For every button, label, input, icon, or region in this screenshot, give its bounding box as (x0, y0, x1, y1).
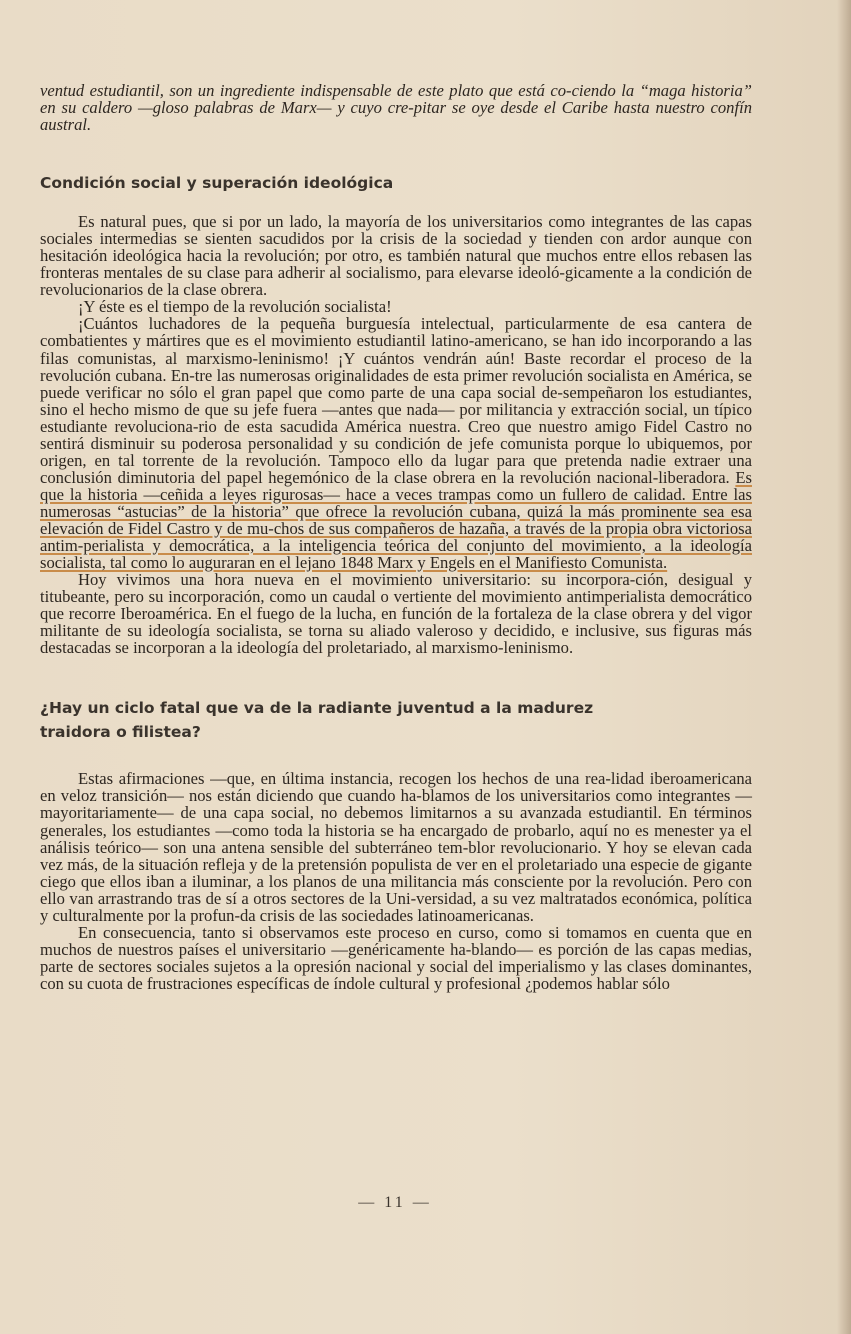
page-body (40, 82, 752, 992)
underlined-passage: Es que la historia —ceñida a leyes rigurosas— hace a veces trampas como un fullero de calidad. Entre las numerosas “astucias” de la historia” que ofrece la revolución cubana, quizá la más prominente sea esa elevación de Fidel Castro y de mu-chos de sus compañeros de hazaña, a través de la propia obra victoriosa antim-perialista y democrática, a la inteligencia teórica del conjunto del movimiento, a la ideología socialista, tal como lo auguraran en el lejano 1848 Marx y Engels en el Manifiesto Comunista. (40, 467, 752, 573)
paragraph: Hoy vivimos una hora nueva en el movimiento universitario: su incorpora-ción, desigual y titubeante, pero su incorporación, como un caudal o vertiente del movimiento antimperialista democrático que recorre Iberoamérica. En el fuego de la lucha, en función de la fortaleza de la clase obrera y del vigor militante de su ideología socialista, se torna su aliado valeroso y decidido, e inclusive, sus figuras más destacadas se incorporan a la ideología del proletariado, al marxismo-leninismo. (40, 570, 752, 658)
section-heading-ciclo-fatal: ¿Hay un ciclo fatal que va de la radiante juventud a la madurez traidora o filistea? (40, 699, 594, 742)
page-number: — 11 — (358, 1194, 432, 1211)
page-spine-shadow (837, 0, 851, 1334)
paragraph-with-underline (40, 315, 752, 571)
paragraph: Estas afirmaciones —que, en última instancia, recogen los hechos de una rea-lidad iberoamericana en veloz transición— nos están diciendo que cuando ha-blamos de los universitarios como integrantes —mayoritariamente— de una capa social, no debemos limitarnos a su avanzada estudiantil. En términos generales, los estudiantes —como toda la historia se ha encargado de probarlo, aquí no es menester ya el análisis teórico— son una antena sensible del subterráneo tem-blor revolucionario. Y hoy se elevan cada vez más, de la situación refleja y de la pretensión populista de ver en el proletariado una especie de gigante ciego que ellos iban a iluminar, a los planos de una militancia más consciente por la revolución. Pero con ello van arrastrando tras de sí a otros sectores de la Uni-versidad, a su vez maltratados económica, política y culturalmente por la profun-da crisis de las sociedades latinoamericanas. (40, 769, 752, 925)
paragraph: En consecuencia, tanto si observamos este proceso en curso, como si tomamos en cuenta que en muchos de nuestros países el universitario —genéricamente ha-blando— es porción de las capas medias, parte de sectores sociales sujetos a la opresión nacional y social del imperialismo y las clases dominantes, con su cuota de frustraciones específicas de índole cultural y profesional ¿podemos hablar sólo (40, 922, 752, 993)
section-heading-condicion-social: Condición social y superación ideológica (40, 174, 394, 193)
paragraph-text: ¡Cuántos luchadores de la pequeña burguesía intelectual, particularmente de esa cantera de combatientes y mártires que es el movimiento estudiantil latino-americano, se han ido incorporando a las filas comunistas, al marxismo-leninismo! ¡Y cuántos vendrán aún! Baste recordar el proceso de la revolución cubana. En-tre las numerosas originalidades de esta primer revolución socialista en América, se puede verificar no sólo el gran papel que como parte de una capa social de-sempeñaron los estudiantes, sino el hecho mismo de que su jefe fuera —antes que nada— por militancia y extracción social, un típico estudiante revoluciona-rio de esta sacudida América nuestra. Creo que nuestro amigo Fidel Castro no sentirá disminuir su poderosa personalidad y su condición de jefe comunista porque lo ubiquemos, por origen, en tal torrente de la revolución. Tampoco ello da lugar para que pretenda nadie extraer una conclusión diminutoria del papel hegemónico de la clase obrera en la revolución nacional-liberadora. (40, 314, 752, 487)
paragraph: Es natural pues, que si por un lado, la mayoría de los universitarios como integrantes de las capas sociales intermedias se sienten sacudidos por la crisis de la sociedad y tienden con ardor aunque con hesitación ideológica hacia la revolución; por otro, es también natural que muchos entre ellos rebasen las fronteras mentales de su clase para adherir al socialismo, para elevarse ideoló-gicamente a la condición de revolucionarios de la clase obrera. (40, 212, 752, 300)
intro-paragraph: ventud estudiantil, son un ingrediente indispensable de este plato que está co-ciendo la “maga historia” en su caldero —gloso palabras de Marx— y cuyo cre-pitar se oye desde el Caribe hasta nuestro confín austral. (40, 81, 752, 135)
paragraph: ¡Y éste es el tiempo de la revolución socialista! (78, 297, 392, 317)
